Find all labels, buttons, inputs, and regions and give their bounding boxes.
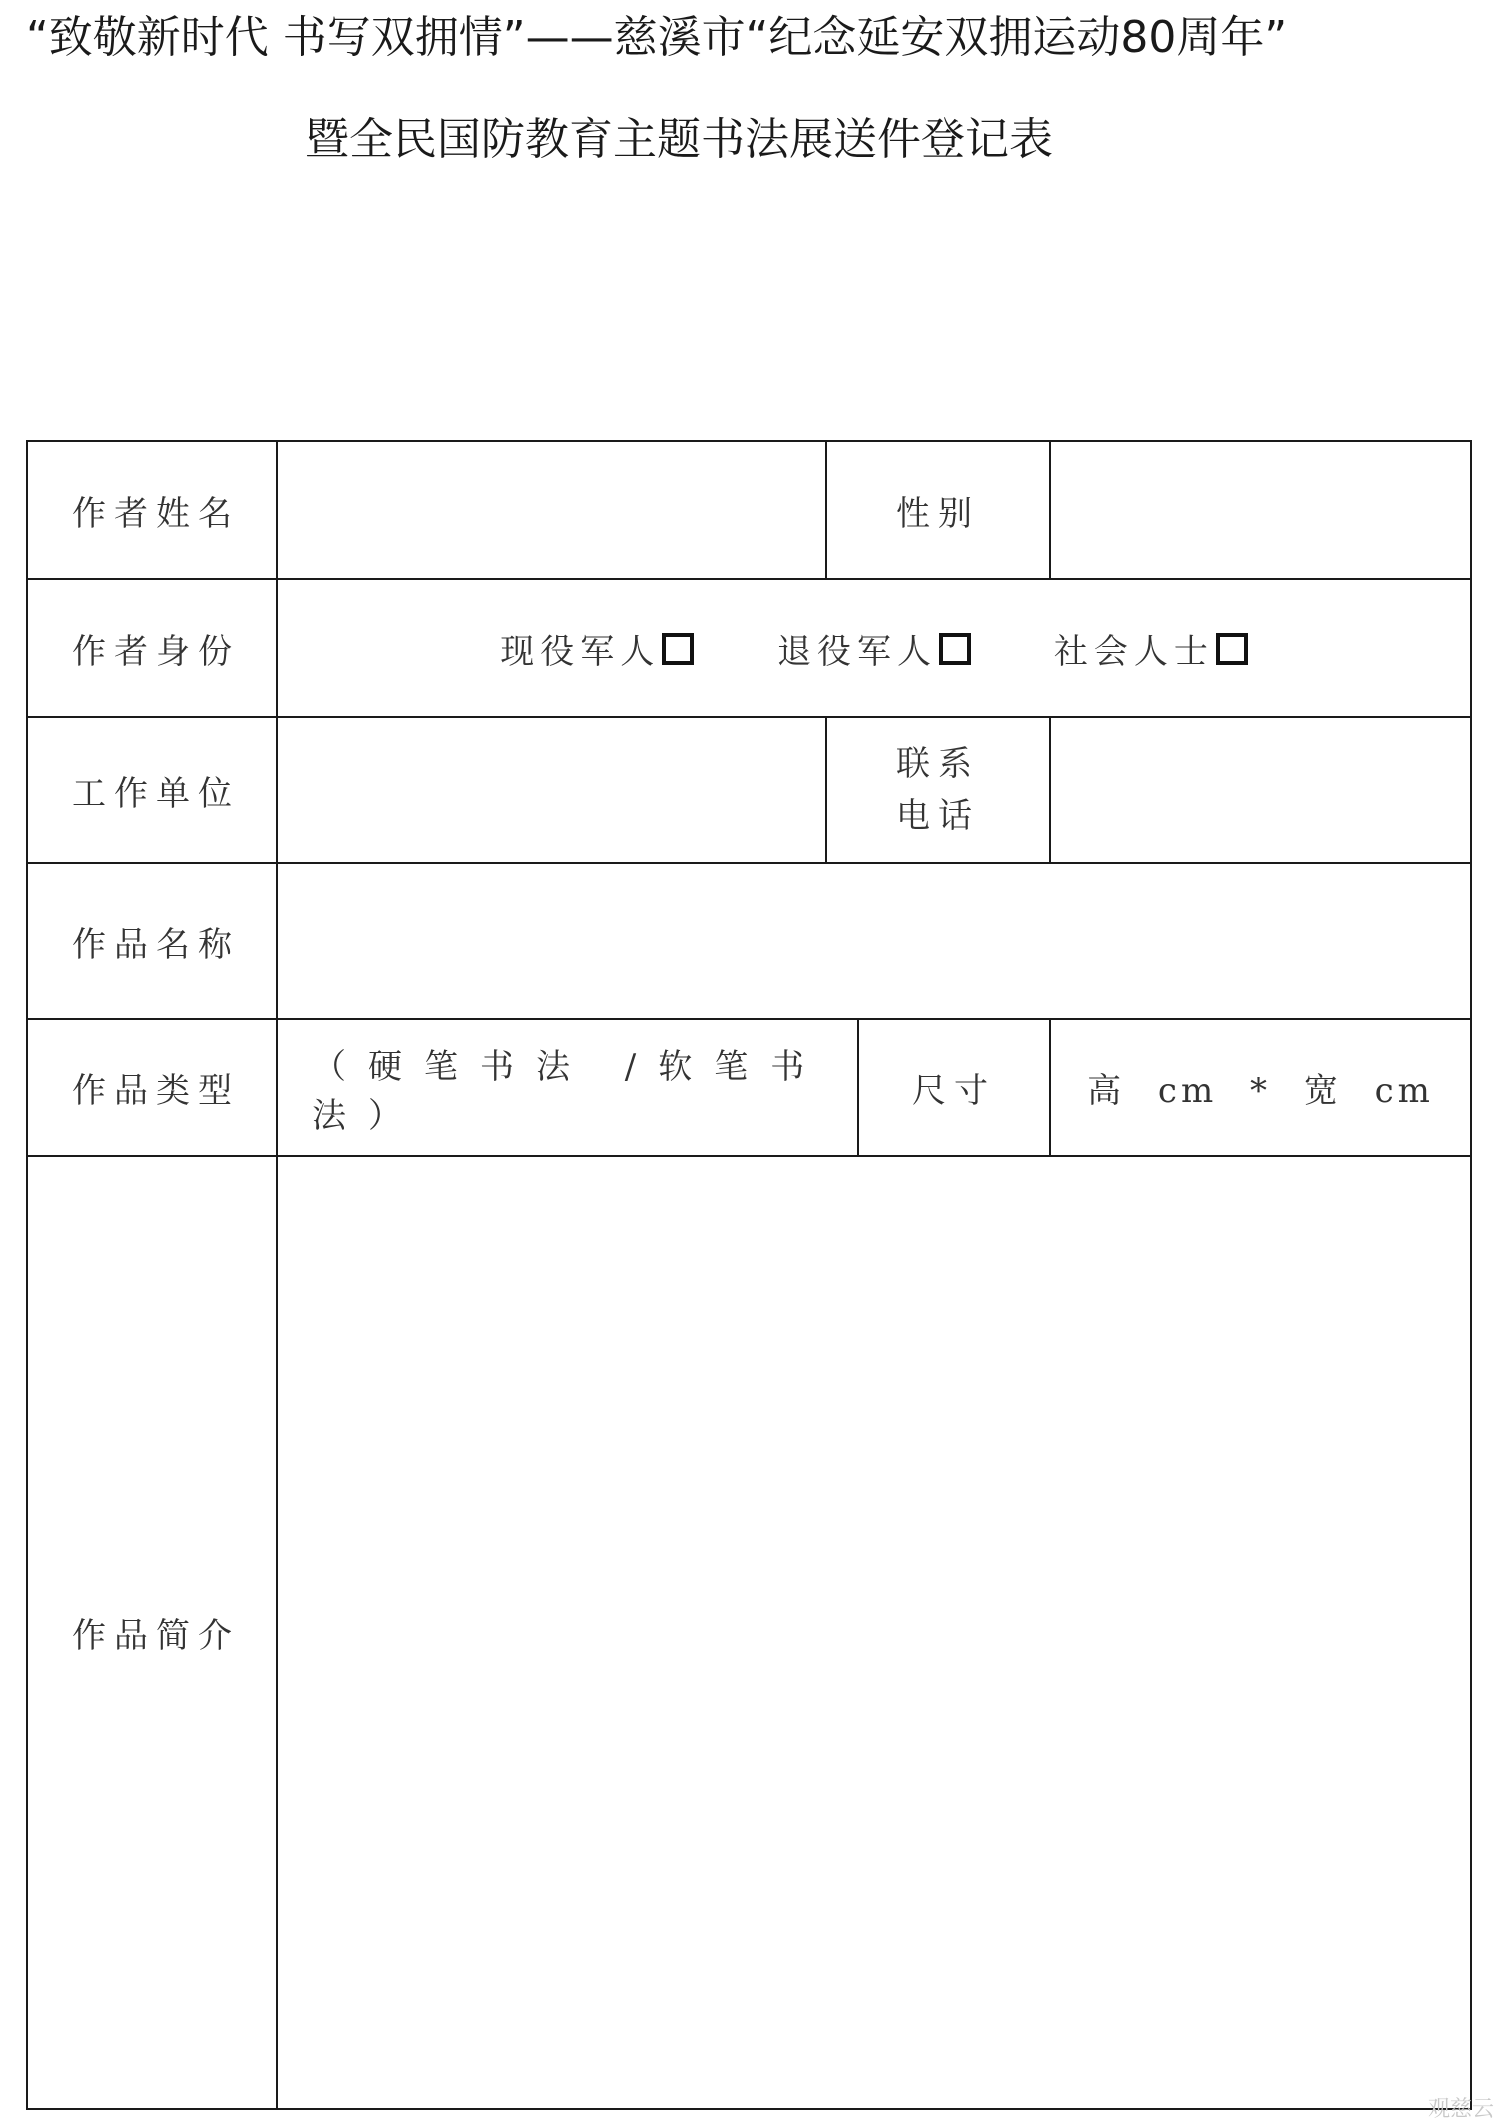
checkbox-veteran[interactable] <box>939 633 971 665</box>
author-name-label: 作者姓名 <box>27 441 277 579</box>
row-workplace <box>27 717 1471 863</box>
work-type-value[interactable]: （硬笔书法 /软笔书法） <box>277 1019 858 1156</box>
identity-option-label: 退役军人 <box>777 631 938 672</box>
row-work-type <box>27 1019 1471 1156</box>
registration-table <box>26 440 1472 2110</box>
form-title-line2: 暨全民国防教育主题书法展送件登记表 <box>305 114 1053 165</box>
identity-options <box>277 579 1471 717</box>
work-type-label: 作品类型 <box>27 1019 277 1156</box>
workplace-label: 工作单位 <box>27 717 277 863</box>
author-name-field[interactable] <box>277 441 826 579</box>
size-value[interactable]: 高 cm * 宽 cm <box>1050 1019 1471 1156</box>
gender-field[interactable] <box>1050 441 1471 579</box>
row-intro <box>27 1156 1471 2109</box>
row-identity <box>27 579 1471 717</box>
checkbox-civilian[interactable] <box>1216 633 1248 665</box>
work-name-field[interactable] <box>277 863 1471 1019</box>
intro-label: 作品简介 <box>27 1156 277 2109</box>
intro-field[interactable] <box>277 1156 1471 2109</box>
identity-option-active[interactable] <box>500 624 694 673</box>
phone-label <box>826 717 1050 863</box>
row-work-name <box>27 863 1471 1019</box>
identity-option-veteran[interactable] <box>777 624 971 673</box>
watermark-logo: 观慈云 <box>1427 2097 1494 2122</box>
gender-label: 性别 <box>826 441 1050 579</box>
phone-label-line2: 电话 <box>896 796 981 836</box>
row-author-name <box>27 441 1471 579</box>
phone-field[interactable] <box>1050 717 1471 863</box>
identity-option-label: 社会人士 <box>1053 631 1214 672</box>
checkbox-active-duty[interactable] <box>662 633 694 665</box>
identity-option-label: 现役军人 <box>500 631 661 672</box>
phone-label-line1: 联系 <box>896 744 981 784</box>
workplace-field[interactable] <box>277 717 826 863</box>
identity-option-civilian[interactable] <box>1054 624 1248 673</box>
work-name-label: 作品名称 <box>27 863 277 1019</box>
form-title-line1: “致敬新时代 书写双拥情”——慈溪市“纪念延安双拥运动80周年” <box>26 12 1288 63</box>
identity-label: 作者身份 <box>27 579 277 717</box>
size-label: 尺寸 <box>858 1019 1050 1156</box>
